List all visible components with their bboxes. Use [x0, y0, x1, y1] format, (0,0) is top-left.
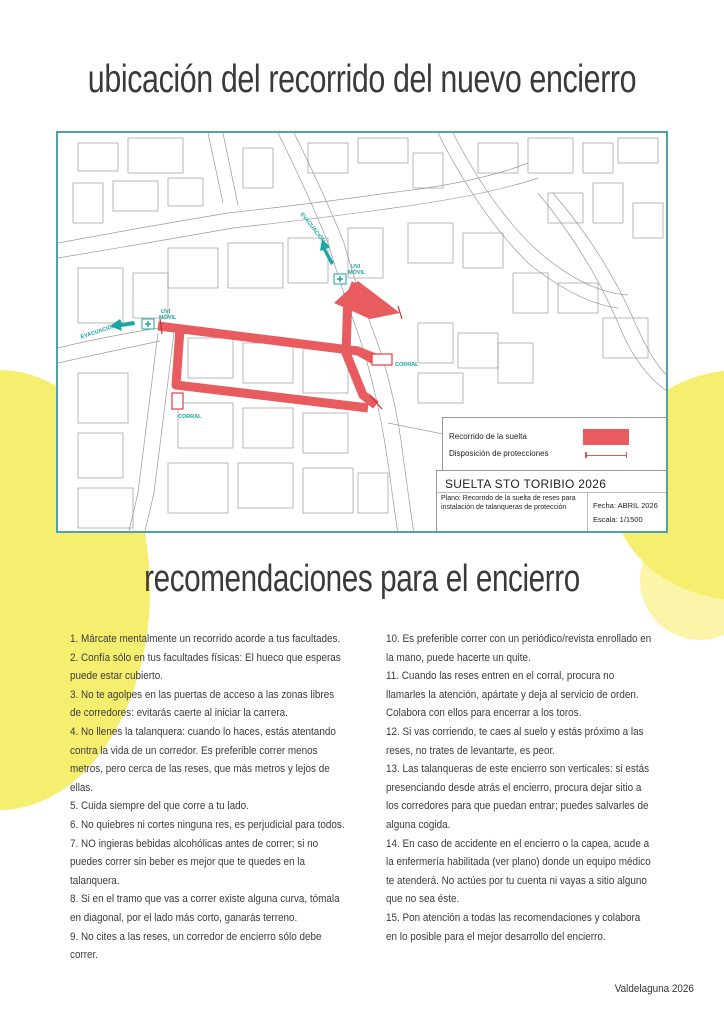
recommendation-item: 3. No te agolpes en las puertas de acceso a las zonas libres de corredores: evitarás caerte al iniciar la carrera. — [70, 688, 335, 720]
divider — [437, 492, 668, 493]
recommendation-item: 8. Si en el tramo que vas a correr existe alguna curva, tómala en diagonal, por el lado más corto, ganarás terreno. — [70, 893, 340, 924]
recommendations-left-column — [70, 630, 376, 965]
recommendation-item: 12. Si vas corriendo, te caes al suelo y estás próximo a las reses, no trates de levantarte, es peor. — [386, 725, 644, 757]
corral-label-left: CORRAL — [178, 414, 202, 420]
legend-protection-symbol — [585, 455, 627, 456]
recommendation-item: 10. Es preferible correr con un periódico/revista enrollado en la mano, puede hacerte un quite. — [386, 633, 652, 664]
evacuation-label-left: EVACUACIÓN — [79, 323, 117, 341]
uvi-label-left-2: MÓVIL — [159, 315, 177, 321]
uvi-label-left: UVI — [161, 309, 171, 315]
corral-right — [372, 354, 392, 365]
recommendation-item: 7. NO ingieras bebidas alcohólicas antes de correr; si no puedes correr sin beber es mejor que te quedes en la talanquera. — [70, 837, 319, 887]
ambulance-cross-icon — [142, 319, 154, 329]
map-cartouche — [436, 470, 668, 533]
map-legend — [442, 417, 668, 471]
recommendation-item: 13. Las talanqueras de este encierro son verticales: si estás presenciando desde atrás el encierro, procura dejar sitio a los corredores para que puedan entrar; puedes salvarles de alguna cogida. — [386, 763, 650, 831]
recommendation-item: 1. Márcate mentalmente un recorrido acorde a tus facultades. — [70, 633, 341, 645]
cartouche-title: SUELTA STO TORIBIO 2026 — [445, 477, 607, 491]
recommendation-item: 15. Pon atención a todas las recomendaciones y colabora en lo posible para el mejor desarrollo del encierro. — [386, 911, 641, 943]
evacuation-label-top: EVACUACIÓN — [298, 211, 326, 245]
recommendation-item: 4. No llenes la talanquera: cuando lo haces, estás atentando contra la vida de un corredor. Es preferible correr menos metros, pero cerca de las reses, que más metros y lejos de ellas. — [70, 725, 336, 794]
recommendation-item: 2. Confía sólo en tus facultades físicas: El hueco que esperas puede estar cubierto. — [70, 651, 341, 683]
recommendation-item: 9. No cites a las reses, un corredor de encierro sólo debe correr. — [70, 930, 322, 962]
legend-protection-label: Disposición de protecciones — [449, 449, 549, 458]
recommendation-item: 6. No quiebres ni cortes ninguna res, es perjudicial para todos. — [70, 818, 345, 831]
recommendation-item: 5. Cuida siempre del que corre a tu lado. — [70, 800, 249, 813]
section-title: recomendaciones para el encierro — [144, 558, 580, 600]
uvi-label-top: UVI — [351, 264, 361, 270]
page-title: ubicación del recorrido del nuevo encierro — [87, 58, 637, 101]
ambulance-cross-icon — [334, 274, 346, 284]
cartouche-fecha: Fecha: ABRIL 2026 — [593, 501, 658, 510]
cartouche-escala: Escala: 1/1500 — [593, 515, 643, 524]
bull-run-route — [158, 293, 378, 408]
route-map — [56, 131, 668, 533]
cartouche-plano: Plano: Recorrido de la suelta de reses para instalación de talanqueras de protección — [441, 495, 576, 511]
corral-label-right: CORRAL — [395, 362, 419, 368]
recommendations-right-column — [386, 630, 682, 946]
divider — [587, 493, 588, 533]
recommendation-item: 14. En caso de accidente en el encierro o la capea, acude a la enfermería habilitada (ver plano) donde un equipo médico te atenderá. No actúes por tu cuenta ni vayas a sitio alguno que no sea éste. — [386, 837, 651, 906]
footer-credit: Valdelaguna 2026 — [614, 983, 694, 995]
legend-route-swatch — [583, 429, 629, 445]
corral-left — [172, 393, 183, 409]
recommendation-item: 11. Cuando las reses entren en el corral, procura no llamarles la atención, apártate y deja al servicio de orden. Colabora con ellos para encerrar a los toros. — [386, 670, 639, 720]
legend-route-label: Recorrido de la suelta — [449, 432, 527, 441]
uvi-label-top-2: MÓVIL — [348, 270, 366, 276]
